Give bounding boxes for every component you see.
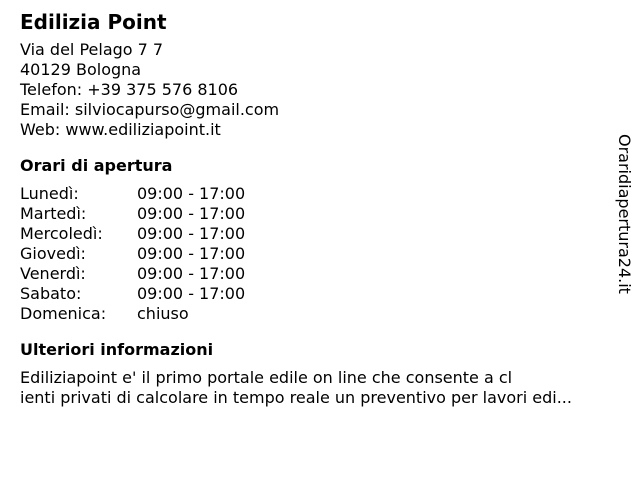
hours-row	[20, 264, 620, 284]
hours-row	[20, 224, 620, 244]
business-name: Edilizia Point	[20, 10, 167, 34]
address-city: 40129 Bologna	[20, 60, 142, 79]
day-label: Lunedì:	[20, 184, 79, 203]
day-hours: 09:00 - 17:00	[137, 184, 246, 203]
address-street: Via del Pelago 7 7	[20, 40, 164, 59]
day-hours: 09:00 - 17:00	[137, 264, 246, 283]
day-label: Mercoledì:	[20, 224, 103, 243]
day-hours: 09:00 - 17:00	[137, 204, 246, 223]
email-line: Email: silviocapurso@gmail.com	[20, 100, 280, 119]
description-line: Ediliziapoint e' il primo portale edile on line che consente a cl	[20, 368, 513, 387]
more-info-title: Ulteriori informazioni	[20, 340, 214, 359]
day-hours: 09:00 - 17:00	[137, 284, 246, 303]
contact-block	[20, 40, 620, 140]
day-hours: 09:00 - 17:00	[137, 244, 246, 263]
business-card	[20, 8, 620, 408]
site-brand-vertical: Oraridiapertura24.it	[615, 134, 634, 294]
phone-line: Telefon: +39 375 576 8106	[20, 80, 239, 99]
opening-hours-table	[20, 184, 620, 324]
day-label: Domenica:	[20, 304, 107, 323]
day-hours: chiuso	[137, 304, 189, 323]
hours-row	[20, 204, 620, 224]
day-label: Sabato:	[20, 284, 82, 303]
hours-row	[20, 304, 620, 324]
hours-row	[20, 244, 620, 264]
day-label: Martedì:	[20, 204, 87, 223]
hours-row	[20, 184, 620, 204]
day-label: Giovedì:	[20, 244, 86, 263]
web-line: Web: www.ediliziapoint.it	[20, 120, 221, 139]
more-info-text	[20, 368, 620, 408]
day-label: Venerdì:	[20, 264, 86, 283]
opening-hours-title: Orari di apertura	[20, 156, 173, 175]
description-line: ienti privati di calcolare in tempo reale un preventivo per lavori edi...	[20, 388, 572, 407]
hours-row	[20, 284, 620, 304]
day-hours: 09:00 - 17:00	[137, 224, 246, 243]
